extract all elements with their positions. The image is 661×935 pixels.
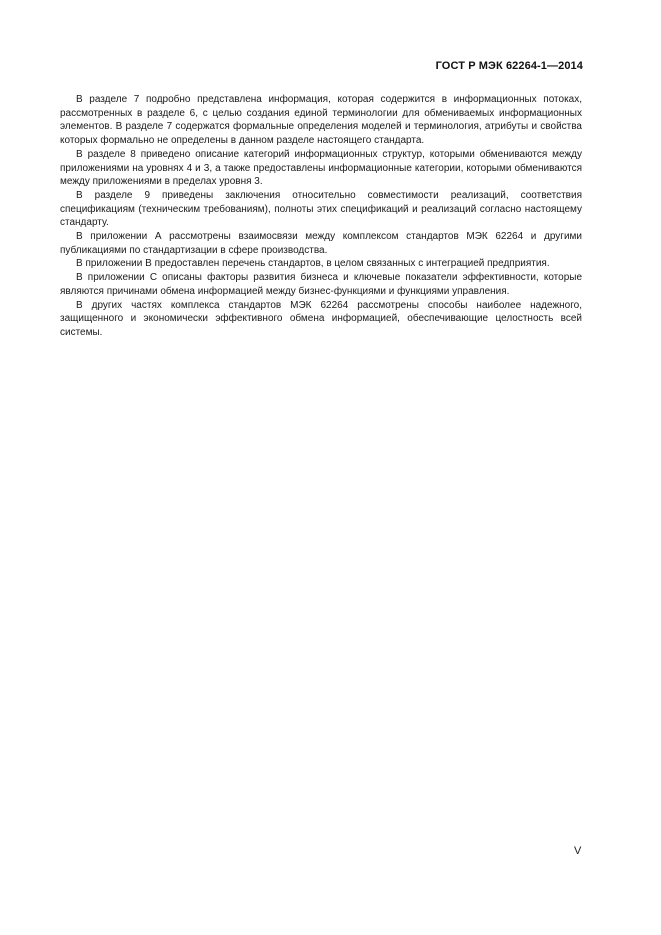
paragraph-section-8: В разделе 8 приведено описание категорий информационных структур, которыми обмениваются между приложениями на уровнях 4 и 3, а также предоставлены информационные категории, которыми обмениваются между приложениями в пределах уровня 3.	[60, 148, 582, 188]
document-body	[60, 93, 582, 340]
standard-code-header: ГОСТ Р МЭК 62264-1—2014	[435, 60, 583, 72]
paragraph-section-7: В разделе 7 подробно представлена информация, которая содержится в информационных потоках, рассмотренных в разделе 6, с целью создания единой терминологии для обмениваемых информационных элементов. В разделе 7 содержатся формальные определения моделей и терминология, атрибуты и свойства которых формально не определены в данном разделе настоящего стандарта.	[60, 94, 582, 147]
paragraph-annex-c: В приложении С описаны факторы развития бизнеса и ключевые показатели эффективности, которые являются причинами обмена информацией между бизнес-функциями и функциями управления.	[60, 272, 582, 297]
paragraph-annex-b: В приложении В предоставлен перечень стандартов, в целом связанных с интеграцией предприятия.	[76, 258, 550, 270]
page-number: V	[574, 845, 582, 857]
paragraph-section-9: В разделе 9 приведены заключения относительно совместимости реализаций, соответствия спецификациям (техническим требованиям), полноты этих спецификаций и реализаций согласно настоящему стандарту.	[60, 189, 582, 229]
paragraph-annex-a: В приложении А рассмотрены взаимосвязи между комплексом стандартов МЭК 62264 и другими публикациями по стандартизации в сфере производства.	[60, 231, 582, 256]
paragraph-other-parts: В других частях комплекса стандартов МЭК 62264 рассмотрены способы наиболее надежного, защищенного и экономически эффективного обмена информацией, обеспечивающие целостность всей системы.	[60, 299, 582, 338]
